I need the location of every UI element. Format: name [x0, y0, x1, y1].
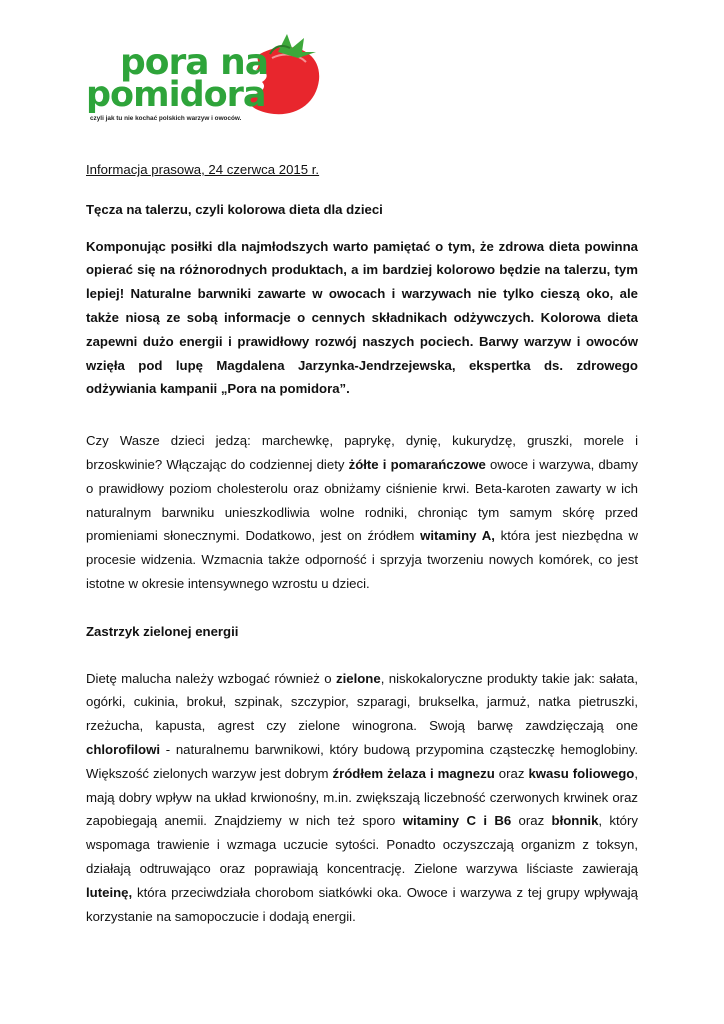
text-run: która jest niezbędna w procesie widzenia. Wzmacnia także odporność i sprzyja tworzeniu nowych komórek, co jest istotne w okresie intensywnego wzrostu u dzieci. — [86, 528, 638, 591]
emphasis: chlorofilowi — [86, 741, 160, 757]
emphasis: zielone — [335, 670, 381, 686]
text-run: która przeciwdziała chorobom siatkówki oka. Owoce i warzywa z tej grupy wpływają korzystanie na samopoczucie i dodają energii. — [86, 884, 638, 924]
emphasis: kwasu foliowego — [528, 765, 635, 781]
logo-tagline: czyli jak tu nie kochać polskich warzyw i owoców. — [90, 115, 242, 122]
text-run: , mają dobry wpływ na układ krwionośny, m.in. zwiększają liczebność czerwonych krwinek oraz zapobiegają anemii. Znajdziemy w nich też sporo — [86, 765, 639, 829]
logo-line-2: pomidora — [86, 75, 266, 115]
text-run: oraz — [494, 765, 529, 781]
text-run: , który wspomaga trawienie i wzmaga uczucie sytości. Ponadto oczyszczają organizm z toksyn, działają odtruwająco oraz poprawiają koncentrację. Zielone warzywa liściaste zawierają — [86, 813, 638, 876]
text-run: Dietę malucha należy wzbogać również o — [86, 670, 336, 686]
text-run: oraz — [511, 813, 552, 829]
tomato-logo-graphic — [84, 30, 324, 130]
article-title: Tęcza na talerzu, czyli kolorowa dieta dla dzieci — [86, 201, 383, 217]
dateline: Informacja prasowa, 24 czerwca 2015 r. — [86, 162, 320, 177]
press-release-body — [86, 158, 638, 952]
emphasis: błonnik — [551, 813, 599, 829]
text-run: owoce i warzywa, dbamy o prawidłowy poziom cholesterolu oraz obniżamy ciśnienie krwi. Beta-karoten zawarty w ich naturalnym barwniku unieszkodliwia wolne rodniki, chroniąc tym samym skórę przed promieniami słonecznymi. Dodatkowo, jest on źródłem — [86, 456, 638, 544]
text-run: Czy Wasze dzieci jedzą: marchewkę, paprykę, dynię, kukurydzę, gruszki, morele i brzoskwinie? Włączając do codziennej diety — [86, 433, 638, 472]
paragraph-green — [86, 667, 638, 929]
emphasis: witaminy A, — [420, 528, 495, 544]
emphasis: żółte i pomarańczowe — [348, 456, 486, 472]
emphasis: witaminy C i B6 — [402, 813, 512, 829]
text-run: - naturalnemu barwnikowi, który budową przypomina cząsteczkę hemoglobiny. Większość zielonych warzyw jest dobrym — [86, 741, 638, 781]
section-heading: Zastrzyk zielonej energii — [86, 623, 239, 639]
emphasis: źródłem żelaza i magnezu — [332, 765, 495, 781]
lead-paragraph: Komponując posiłki dla najmłodszych warto pamiętać o tym, że zdrowa dieta powinna opierać się na różnorodnych produktach, a im bardziej kolorowo będzie na talerzu, tym lepiej! Naturalne barwniki zawarte w owocach i warzywach nie tylko cieszą oko, ale także niosą ze sobą informacje o cennych składnikach odżywczych. Kolorowa dieta zapewni dużo energii i prawidłowy rozwój naszych pociech. Barwy warzyw i owoców wzięła pod lupę Magdalena Jarzynka-Jendrzejewska, ekspertka ds. zdrowego odżywiania kampanii „Pora na pomidora”. — [86, 238, 638, 397]
pora-na-pomidora-logo — [84, 30, 324, 130]
paragraph-yellow-orange — [86, 429, 638, 596]
emphasis: luteinę, — [86, 884, 133, 900]
logo-line-1: pora na — [120, 42, 269, 83]
text-run: , niskokaloryczne produkty takie jak: sałata, ogórki, cukinia, brokuł, szpinak, szczypior, szparagi, brukselka, jarmuż, natka pietruszki, rzeżucha, kapusta, agrest czy zielone winogrona. Swoją barwę zawdzięczają one — [86, 670, 638, 734]
